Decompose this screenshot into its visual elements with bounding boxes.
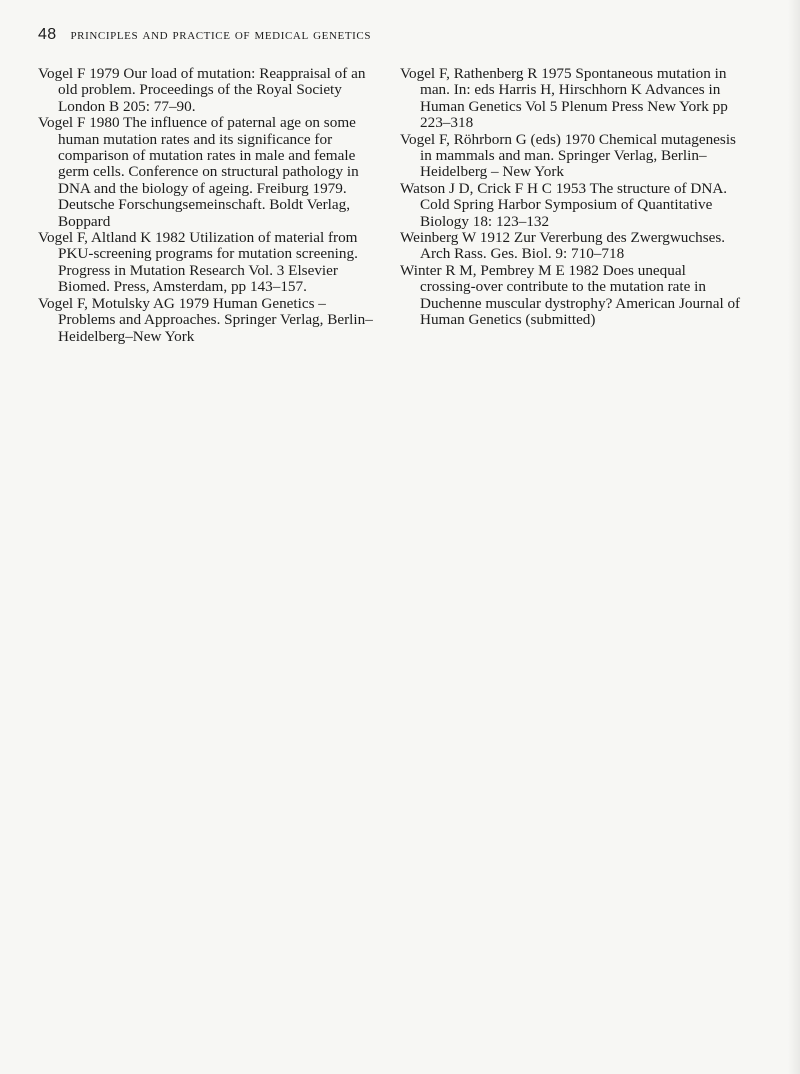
reference-entry: Weinberg W 1912 Zur Vererbung des Zwergwuchses. Arch Rass. Ges. Biol. 9: 710–718 [400, 229, 726, 263]
book-title: principles and practice of medical genetics [70, 27, 372, 43]
reference-entry: Vogel F 1980 The influence of paternal age on some human mutation rates and its significance for comparison of mutation rates in male and female germ cells. Conference on structural pathology in DNA and the biology of ageing. Freiburg 1979. Deutsche Forschungsemeinschaft. Boldt Verlag, Boppard [38, 114, 359, 230]
reference-column-left [38, 66, 378, 345]
reference-entry: Vogel F 1979 Our load of mutation: Reappraisal of an old problem. Proceedings of the Royal Society London B 205: 77–90. [38, 65, 366, 115]
running-header [38, 26, 371, 44]
reference-column-right [400, 66, 745, 329]
reference-entry: Watson J D, Crick F H C 1953 The structure of DNA. Cold Spring Harbor Symposium of Quantitative Biology 18: 123–132 [400, 179, 728, 230]
page-edge-shadow [788, 0, 800, 1074]
reference-entry: Vogel F, Röhrborn G (eds) 1970 Chemical mutagenesis in mammals and man. Springer Verlag, Berlin–Heidelberg – New York [400, 130, 736, 181]
reference-entry: Vogel F, Rathenberg R 1975 Spontaneous mutation in man. In: eds Harris H, Hirschhorn K Advances in Human Genetics Vol 5 Plenum Press New York pp 223–318 [400, 65, 728, 132]
reference-entry: Vogel F, Altland K 1982 Utilization of material from PKU-screening programs for mutation screening. Progress in Mutation Research Vol. 3 Elsevier Biomed. Press, Amsterdam, pp 143–157. [38, 229, 358, 296]
page-number: 48 [38, 26, 57, 43]
reference-entry: Vogel F, Motulsky AG 1979 Human Genetics – Problems and Approaches. Springer Verlag, Berlin–Heidelberg–New York [38, 294, 373, 345]
reference-entry: Winter R M, Pembrey M E 1982 Does unequal crossing-over contribute to the mutation rate in Duchenne muscular dystrophy? American Journal of Human Genetics (submitted) [400, 261, 741, 329]
